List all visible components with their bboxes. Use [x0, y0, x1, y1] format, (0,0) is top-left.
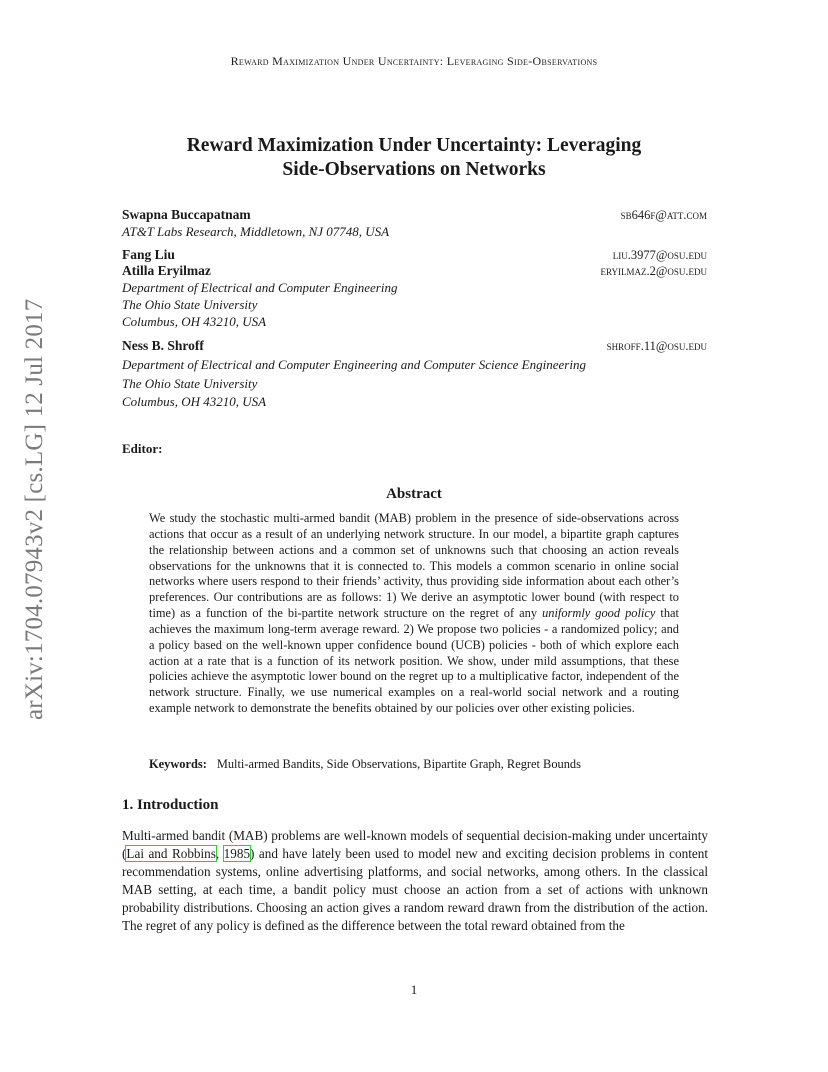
author-affiliation: The Ohio State University	[122, 376, 258, 391]
paper-title	[100, 134, 728, 182]
abstract-text: We study the stochastic multi-armed bandit (MAB) problem in the presence of side-observations across actions that occur as a result of an underlying network structure. In our model, a bipartite graph captures the relationship between actions and a common set of unknowns such that choosing an action reveals observations for the unknowns that it is connected to. This models a common scenario in online social networks where users respond to their friends’ activity, thus providing side information about each other’s preferences. Our contributions are as follows: 1) We derive an asymptotic lower bound (with respect to time) as a function of the bi-partite network structure on the regret of any uniformly good policy that achieves the maximum long-term average reward. 2) We propose two policies - a randomized policy; and a policy based on the well-known upper confidence bound (UCB) policies - both of which explore each action at a rate that is a function of its network position. We show, under mild assumptions, that these policies achieve the asymptotic lower bound on the regret up to a multiplicative factor, independent of the network structure. Finally, we use numerical examples on a real-world social network and a routing example network to demonstrate the benefits obtained by our policies over other existing policies.	[149, 511, 679, 716]
author-affiliation: The Ohio State University	[122, 297, 258, 312]
running-head: Reward Maximization Under Uncertainty: Leveraging Side-Observations	[230, 54, 598, 68]
author-email[interactable]: liu.3977@osu.edu	[612, 248, 707, 262]
introduction-text: Multi-armed bandit (MAB) problems are well-known models of sequential decision-making under uncertainty (Lai and Robbins, 1985) and have lately been used to model new and exciting decision problems in content recommendation systems, online advertising platforms, and social networks, among others. In the classical MAB setting, at each time, a bandit policy must choose an action from a set of actions with unknown probability distributions. Choosing an action gives a random reward drawn from the distribution of the action. The regret of any policy is defined as the difference between the total reward obtained from the	[122, 828, 709, 933]
page-number: 1	[410, 982, 418, 997]
citation-link[interactable]: Lai and Robbins	[126, 846, 216, 861]
author-email[interactable]: shroff.11@osu.edu	[606, 339, 707, 353]
keywords-label: Keywords:	[149, 757, 207, 771]
keywords	[149, 756, 689, 772]
author-affiliation: Columbus, OH 43210, USA	[122, 314, 267, 329]
author-name: Atilla Eryilmaz	[122, 263, 211, 278]
arxiv-identifier-stamp[interactable]: arXiv:1704.07943v2 [cs.LG] 12 Jul 2017	[21, 298, 48, 720]
keywords-list: Multi-armed Bandits, Side Observations, Bipartite Graph, Regret Bounds	[216, 757, 581, 771]
author-name: Fang Liu	[122, 247, 175, 262]
editor-label: Editor:	[122, 441, 163, 456]
author-affiliation: AT&T Labs Research, Middletown, NJ 07748, USA	[122, 224, 390, 239]
author-name: Swapna Buccapatnam	[122, 207, 251, 222]
paper-title-line-1: Reward Maximization Under Uncertainty: Leveraging	[186, 135, 642, 156]
author-affiliation: Department of Electrical and Computer Engineering	[122, 280, 398, 295]
author-name: Ness B. Shroff	[122, 338, 204, 353]
paper-title-line-2: Side-Observations on Networks	[282, 159, 546, 180]
section-heading: 1. Introduction	[122, 797, 219, 813]
author-affiliation: Columbus, OH 43210, USA	[122, 394, 267, 409]
author-affiliation: Department of Electrical and Computer Engineering and Computer Science Engineering	[122, 357, 586, 372]
author-email[interactable]: sb646f@att.com	[620, 208, 707, 222]
citation-year-link[interactable]: 1985	[223, 846, 251, 861]
author-email[interactable]: eryilmaz.2@osu.edu	[600, 264, 707, 278]
abstract-heading: Abstract	[386, 486, 442, 502]
abstract-emphasis: uniformly good policy	[542, 606, 656, 621]
